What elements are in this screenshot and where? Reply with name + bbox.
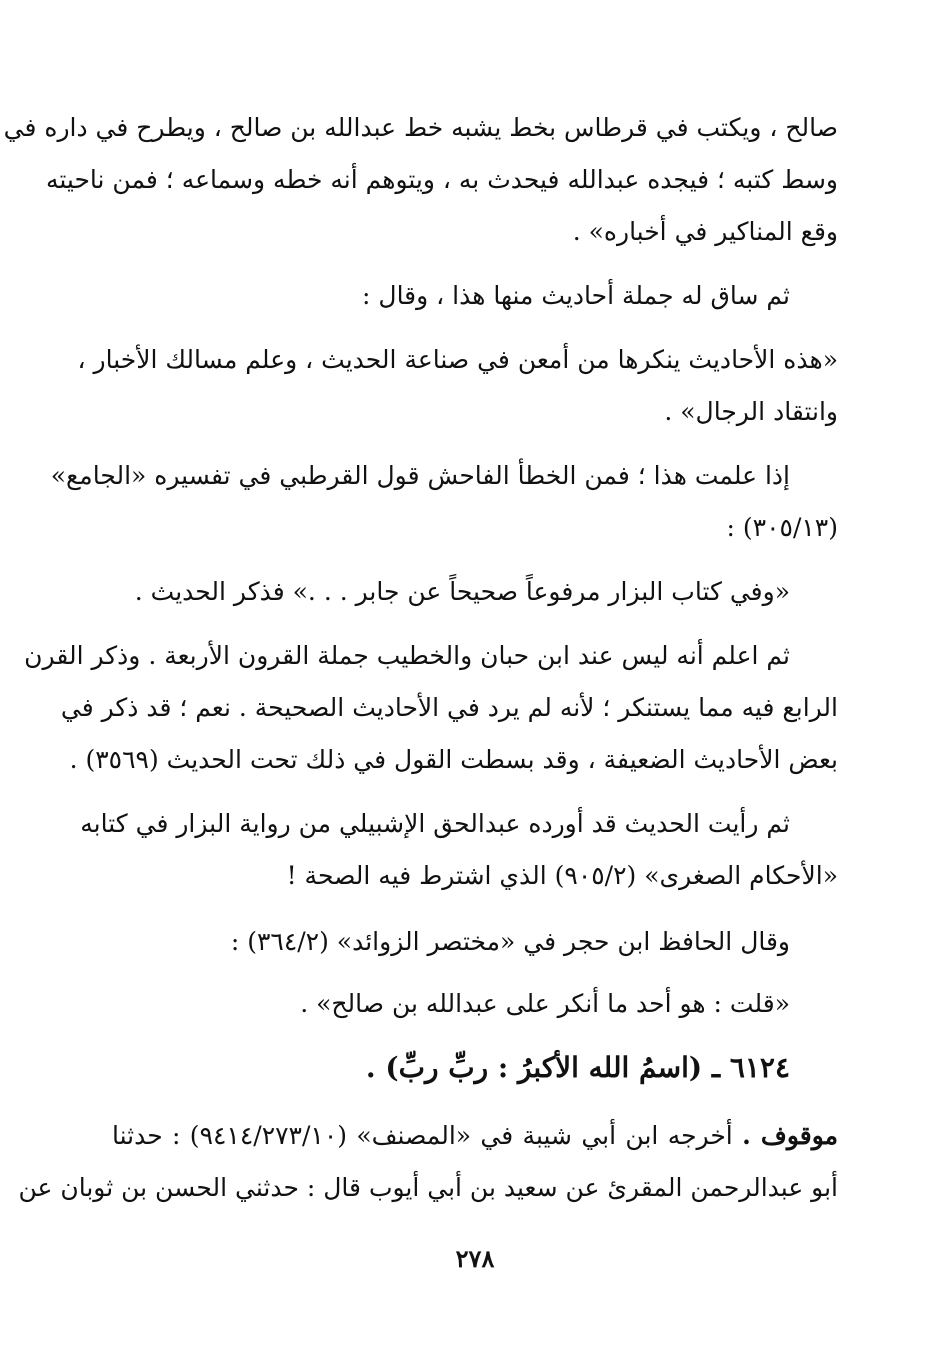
text-line: «هذه الأحاديث ينكرها من أمعن في صناعة الحديث ، وعلم مسالك الأخبار ، (77, 345, 838, 374)
text-line (112, 1116, 838, 1156)
text-line: وقال الحافظ ابن حجر في «مختصر الزوائد» (٣٦٤/٢) : (230, 927, 790, 956)
text-line: بعض الأحاديث الضعيفة ، وقد بسطت القول في ذلك تحت الحديث (٣٥٦٩) . (69, 745, 838, 774)
verdict-word: موقوف . (742, 1121, 839, 1150)
text-line: وسط كتبه ؛ فيجده عبدالله فيحدث به ، ويتوهم أنه خطه وسماعه ؛ فمن ناحيته (45, 165, 838, 194)
text-line: (٣٠٥/١٣) : (726, 513, 838, 542)
text-line: «قلت : هو أحد ما أنكر على عبدالله بن صالح» . (300, 989, 790, 1018)
text-line: ثم ساق له جملة أحاديث منها هذا ، وقال : (362, 281, 790, 310)
text-line: «الأحكام الصغرى» (٩٠٥/٢) الذي اشترط فيه الصحة ! (286, 861, 838, 890)
text-line: إذا علمت هذا ؛ فمن الخطأ الفاحش قول القرطبي في تفسيره «الجامع» (50, 461, 790, 490)
hadith-heading: ٦١٢٤ ـ (اسمُ الله الأكبرُ : ربِّ ربِّ) . (365, 1051, 790, 1084)
text-line: أبو عبدالرحمن المقرئ عن سعيد بن أبي أيوب قال : حدثني الحسن بن ثوبان عن (18, 1173, 838, 1202)
text-line: «وفي كتاب البزار مرفوعاً صحيحاً عن جابر . . .» فذكر الحديث . (134, 577, 790, 606)
text-line: ثم رأيت الحديث قد أورده عبدالحق الإشبيلي من رواية البزار في كتابه (80, 809, 790, 838)
text-line-rest: أخرجه ابن أبي شيبة في «المصنف» (٩٤١٤/٢٧٣/١٠) : حدثنا (112, 1121, 743, 1150)
text-line: الرابع فيه مما يستنكر ؛ لأنه لم يرد في الأحاديث الصحيحة . نعم ؛ قد ذكر في (60, 693, 838, 722)
page-number: ٢٧٨ (455, 1244, 495, 1273)
text-line: وقع المناكير في أخباره» . (572, 217, 838, 246)
text-line: صالح ، ويكتب في قرطاس بخط يشبه خط عبدالله بن صالح ، ويطرح في داره في (3, 113, 838, 142)
text-line: وانتقاد الرجال» . (664, 397, 838, 426)
text-line: ثم اعلم أنه ليس عند ابن حبان والخطيب جملة القرون الأربعة . وذكر القرن (24, 641, 790, 670)
